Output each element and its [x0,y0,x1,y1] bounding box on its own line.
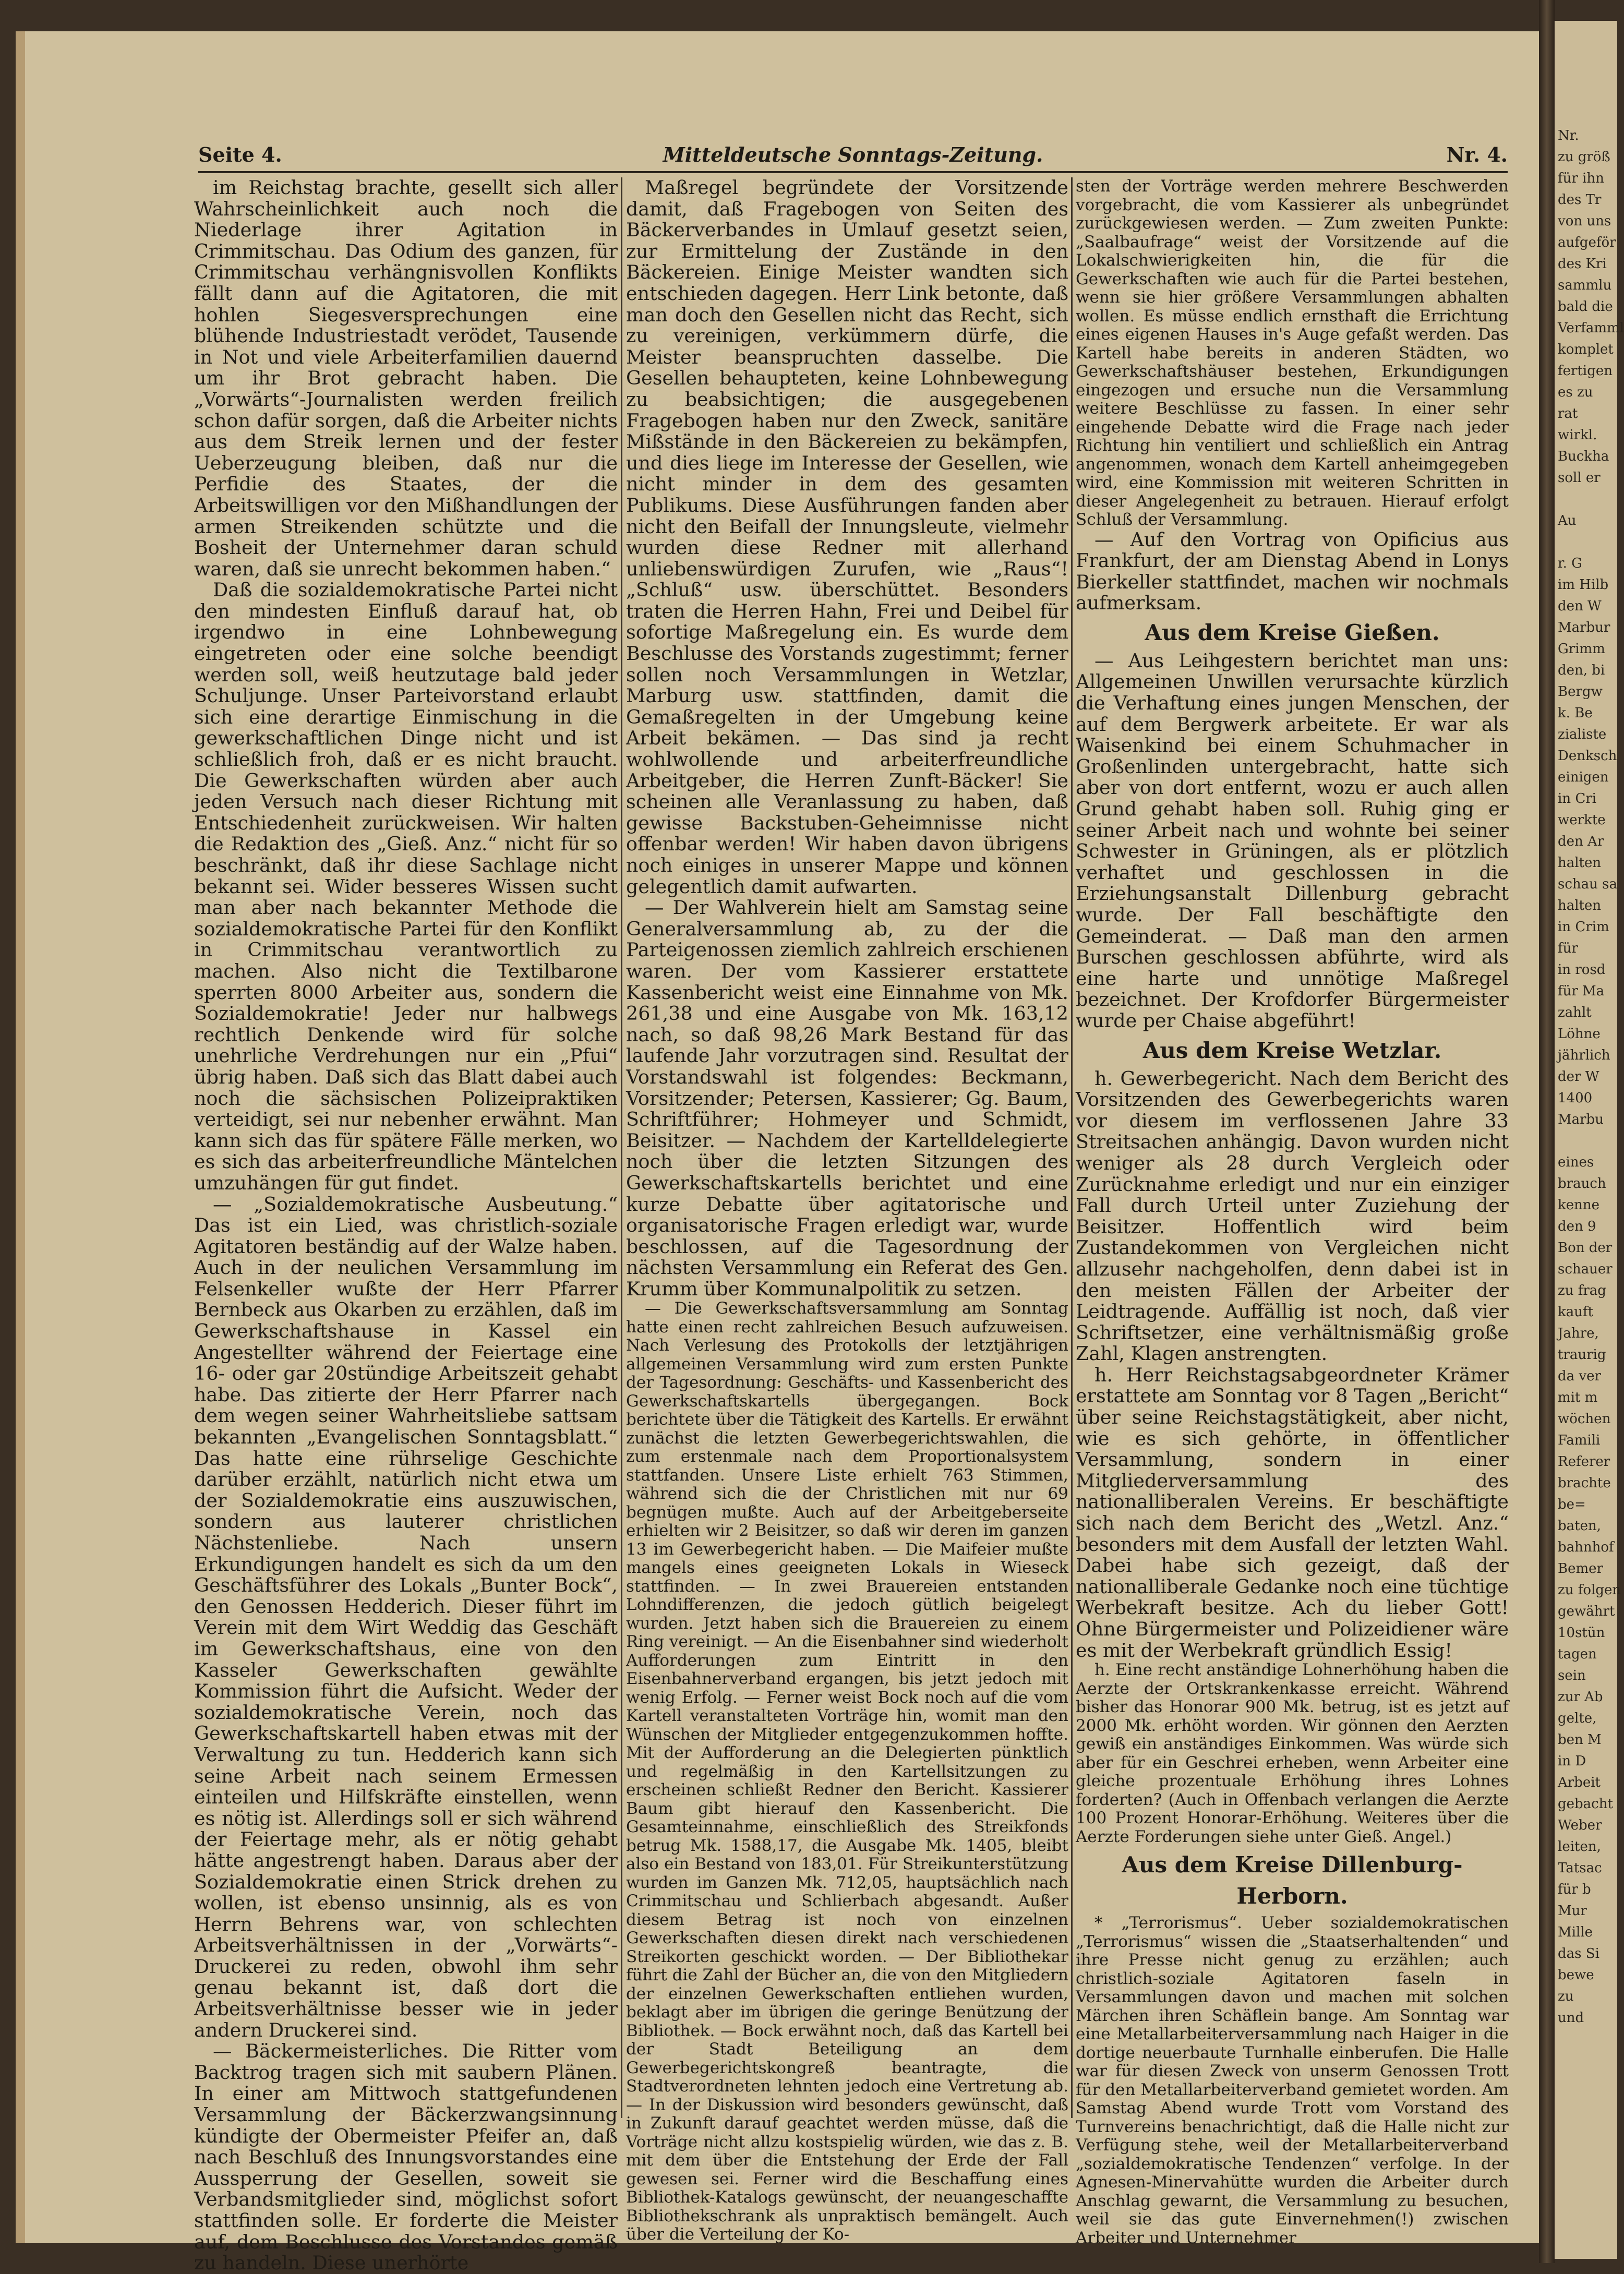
article-paragraph: im Reichstag brachte, gesellt sich aller Wahrscheinlichkeit auch noch die Niederlage ihrer Agitation in Crimmitschau. Das Odium des ganzen, für Crimmitschau verhängnisvollen Konflikts fällt dann auf die Agitatoren, die mit hohlen Siegesversprechungen eine blühende Industriestadt verödet, Tausende in Not und viele Arbeiterfamilien dauernd um ihr Brot gebracht haben. Die „Vorwärts“-Journalisten werden freilich schon dafür sorgen, daß die Arbeiter nichts aus dem Streik lernen und der fester Ueberzeugung bleiben, daß nur die Perfidie des Staates, der die Arbeitswilligen vor den Mißhandlungen der armen Streikenden schützte und die Bosheit der Unternehmer daran schuld waren, daß sie unrecht bekommen haben.“ [194,176,618,580]
article-paragraph: — Auf den Vortrag von Opificius aus Frankfurt, der am Dienstag Abend in Lonys Bierkeller stattfindet, machen wir nochmals aufmerksam. [1076,528,1509,615]
section-heading: Aus dem Kreise Dillenburg-Herborn. [1122,1852,1463,1909]
article-paragraph: sten der Vorträge werden mehrere Beschwerden vorgebracht, die vom Kassierer als unbegründet zurückgewiesen werden. — Zum zweiten Punkte: „Saalbaufrage“ weist der Vorsitzende auf die Lokalschwierigkeiten hin, die für die Gewerkschaften wie auch für die Partei bestehen, wenn sie hier größere Versammlungen abhalten wollen. Es müsse endlich ernsthaft die Errichtung eines eigenen Hauses in's Auge gefaßt werden. Das Kartell habe bereits in anderen Städten, wo Gewerkschaftshäuser bestehen, Erkundigungen eingezogen und ersuche nun die Versammlung weitere Beschlüsse zu fassen. In einer sehr eingehende Debatte wird die Frage nach jeder Richtung hin ventiliert und schließlich ein Antrag angenommen, wonach dem Kartell anheimgegeben wird, eine Kommission mit weiteren Schritten in dieser Angelegenheit zu betrauen. Hierauf erfolgt Schluß der Versammlung. [1076,177,1509,529]
book-spine [1539,0,1555,2263]
article-paragraph: h. Eine recht anständige Lohnerhöhung haben die Aerzte der Ortskrankenkasse erreicht. Während bisher das Honorar 900 Mk. betrug, ist es jetzt auf 2000 Mk. erhöht worden. Wir gönnen den Aerzten gewiß ein anständiges Einkommen. Was würde sich aber für ein Geschrei erheben, wenn Arbeiter eine gleiche prozentuale Erhöhung ihres Lohnes forderten? (Auch in Offenbach verlangen die Aerzte 100 Prozent Honorar-Erhöhung. Weiteres über die Aerzte Forderungen siehe unter Gieß. Angel.) [1076,1661,1509,1846]
article-paragraph: — „Sozialdemokratische Ausbeutung.“ Das ist ein Lied, was christlich-soziale Agitatoren beständig auf der Walze haben. Auch in der neulichen Versammlung im Felsenkeller wußte der Herr Pfarrer Bernbeck aus Okarben zu erzählen, daß im Gewerkschaftshause in Kassel ein Angestellter während der Feiertage eine 16- oder gar 20stündige Arbeitszeit gehabt habe. Das zitierte der Herr Pfarrer nach dem wegen seiner Wahrheitsliebe sattsam bekannten „Evangelischen Sonntagsblatt.“ Das hatte eine rührselige Geschichte darüber erzählt, natürlich nicht etwa um der Sozialdemokratie eins auszuwischen, sondern aus lauterer christlichen Nächstenliebe. Nach unsern Erkundigungen handelt es sich da um den Geschäftsführer des Lokals „Bunter Bock“, den Genossen Hedderich. Dieser führt im Verein mit dem Wirt Weddig das Geschäft im Gewerkschaftshaus, eine von den Kasseler Gewerkschaften gewählte Kommission führt die Aufsicht. Weder der sozialdemokratische Verein, noch das Gewerkschaftskartell haben etwas mit der Verwaltung zu tun. Hedderich kann sich seine Arbeit nach seinem Ermessen einteilen und Hilfskräfte einstellen, wenn es nötig ist. Allerdings soll er sich während der Feiertage mehr, als er nötig gehabt hätte angestrengt haben. Daraus aber der Sozialdemokratie einen Strick drehen zu wollen, ist ebenso unsinnig, als es von Herrn Behrens war, von schlechten Arbeitsverhältnissen in der „Vorwärts“-Druckerei zu reden, obwohl ihm sehr genau bekannt ist, daß dort die Arbeitsverhältnisse besser wie in jeder andern Druckerei sind. [194,1193,618,2041]
article-paragraph: Daß die sozialdemokratische Partei nicht den mindesten Einfluß darauf hat, ob irgendwo in eine Lohnbewegung eingetreten oder eine solche beendigt werden soll, weiß heutzutage bald jeder Schuljunge. Unser Parteivorstand erlaubt sich eine derartige Einmischung in die gewerkschaftlichen Dinge nicht und ist schließlich froh, daß er es nicht braucht. Die Gewerkschaften würden aber auch jeden Versuch nach dieser Richtung mit Entschiedenheit zurückweisen. Wir halten die Redaktion des „Gieß. Anz.“ nicht für so beschränkt, daß ihr diese Sachlage nicht bekannt sei. Wider besseres Wissen sucht man aber nach bekannter Methode die sozialdemokratische Partei für den Konflikt in Crimmitschau verantwortlich zu machen. Also nicht die Textilbarone sperrten 8000 Arbeiter aus, sondern die Sozialdemokratie! Jeder nur halbwegs rechtlich Denkende wird für solche unehrliche Verdrehungen nur ein „Pfui“ übrig haben. Daß sich das Blatt dabei auch noch die sächsischen Polizeipraktiken verteidigt, sei nur nebenher erwähnt. Man kann sich das für spätere Fälle merken, wo es sich das arbeiterfreundliche Mäntelchen umzuhängen für gut findet. [194,579,618,1194]
section-heading: Aus dem Kreise Wetzlar. [1142,1037,1442,1063]
column-divider [621,177,622,2118]
article-paragraph: h. Herr Reichstagsabgeordneter Krämer erstattete am Sonntag vor 8 Tagen „Bericht“ über seine Reichstagstätigkeit, aber nicht, wie es sich gehörte, in öffentlicher Versammlung, sondern in einer Mitgliederversammlung des nationalliberalen Vereins. Er beschäftigte sich nach dem Bericht des „Wetzl. Anz.“ besonders mit dem Ausfall der letzten Wahl. Dabei habe sich gezeigt, daß der nationalliberale Gedanke noch eine tüchtige Werbekraft besitze. Ach du lieber Gott! Ohne Bürgermeister und Polizeidiener wäre es mit der Werbekraft gründlich Essig! [1076,1363,1509,1662]
article-paragraph: * „Terrorismus“. Ueber sozialdemokratischen „Terrorismus“ wissen die „Staatserhaltenden“ und ihre Presse nicht genug zu erzählen; auch christlich-soziale Agitatoren faseln in Versammlungen davon und machen mit solchen Märchen ihren Schäflein bange. Am Sonntag war eine Metallarbeiterversammlung nach Haiger in die dortige neuerbaute Turnhalle einberufen. Die Halle war für diesen Zweck von unserm Genossen Trott für den Metallarbeiterverband gemietet worden. Am Samstag Abend wurde Trott vom Vorstand des Turnvereins benachrichtigt, daß die Halle nicht zur Verfügung stehe, weil der Metallarbeiterverband „sozialdemokratische Tendenzen“ verfolge. In der Agnesen-Minervahütte wurden die Arbeiter durch Anschlag gewarnt, die Versammlung zu besuchen, weil sie das gute Einvernehmen(!) zwischen Arbeiter und Unternehmer [1076,1914,1509,2247]
column-3 [1076,177,1509,2247]
adjacent-page-text: Nr. zu größ für ihn des Tr von uns aufgeför des Kri sammlu bald die Verfamml komplet fertigen es zu rat wirkl. Buckha soll er Au r. G im Hilb den W Marbur Grimm den, bi Bergw k. Be zialiste Denksch einigen in Cri werkte den Ar halten schau sa halten in Crim für in rosd für Ma zahlt Löhne jährlich der W 1400 Marbu eines brauch kenne den 9 Bon der schauer zu frag kauft Jahre, traurig da ver mit m wöchen Famili Referer brachte be= baten, bahnhof Bemer zu folgen gewährt 10stün tagen sein zur Ab gelte, ben M in D Arbeit gebacht Weber leiten, Tatsac für b Mur Mille das Si bewe zu und [1558,128,1624,2026]
adjacent-page-fragment [1555,21,1624,2259]
newspaper-title: Mitteldeutsche Sonntags-Zeitung. [663,143,1043,166]
page-number: Seite 4. [198,143,282,166]
issue-number: Nr. 4. [1446,143,1508,166]
article-paragraph: Maßregel begründete der Vorsitzende damit, daß Fragebogen von Seiten des Bäckerverbandes in Umlauf gesetzt seien, zur Ermittelung der Zustände in den Bäckereien. Einige Meister wandten sich entschieden dagegen. Herr Link betonte, daß man doch den Gesellen nicht das Recht, sich zu vereinigen, verkümmern dürfe, die Meister beanspruchten dasselbe. Die Gesellen behaupteten, keine Lohnbewegung zu beabsichtigen; die ausgegebenen Fragebogen haben nur den Zweck, sanitäre Mißstände in den Bäckereien zu bekämpfen, und dies liege im Interesse der Gesellen, wie nicht minder in dem des gesamten Publikums. Diese Ausführungen fanden aber nicht den Beifall der Innungsleute, vielmehr wurden diese Redner mit allerhand unliebenswürdigen Zurufen, wie „Raus“! „Schluß“ usw. überschüttet. Besonders traten die Herren Hahn, Frei und Deibel für sofortige Maßregelung ein. Es wurde dem Beschlusse des Vorstands zugestimmt; ferner sollen noch Versammlungen in Wetzlar, Marburg usw. stattfinden, damit die Gemaßregelten in der Umgebung keine Arbeit bekämen. — Das sind ja recht wohlwollende und arbeiterfreundliche Arbeitgeber, die Herren Zunft-Bäcker! Sie scheinen alle Veranlassung zu haben, daß gewisse Backstuben-Geheimnisse nicht offenbar werden! Wir haben davon übrigens noch einiges in unserer Mappe und können gelegentlich damit aufwarten. [626,176,1068,898]
column-2 [626,176,1068,2244]
column-1 [194,176,618,2274]
article-paragraph: h. Gewerbegericht. Nach dem Bericht des Vorsitzenden des Gewerbegerichts waren vor diesem im verflossenen Jahre 33 Streitsachen anhängig. Davon wurden nicht weniger als 28 durch Vergleich oder Zurücknahme erledigt und nur ein einziger Fall durch Urteil unter Zuziehung der Beisitzer. Hoffentlich wird beim Zustandekommen von Vergleichen nicht allzusehr nachgeholfen, denn dabei ist in den meisten Fällen der Arbeiter der Leidtragende. Auffällig ist noch, daß vier Schriftsetzer, eine verhältnismäßig große Zahl, Klagen anstrengten. [1076,1067,1509,1365]
article-paragraph: — Bäckermeisterliches. Die Ritter vom Backtrog tragen sich mit saubern Plänen. In einer am Mittwoch stattgefundenen Versammlung der Bäckerzwangsinnung kündigte der Obermeister Pfeifer an, daß nach Beschluß des Innungsvorstandes eine Aussperrung der Gesellen, soweit sie Verbandsmitglieder sind, möglichst sofort stattfinden solle. Er forderte die Meister auf, dem Beschlusse des Vorstandes gemäß zu handeln. Diese unerhörte [194,2040,618,2274]
article-paragraph: — Aus Leihgestern berichtet man uns: Allgemeinen Unwillen verursachte kürzlich die Verhaftung eines jungen Menschen, der auf dem Bergwerk arbeitete. Er war als Waisenkind bei einem Schuhmacher in Großenlinden untergebracht, hatte sich aber von dort entfernt, wozu er auch allen Grund gehabt haben soll. Ruhig ging er seiner Arbeit nach und wohnte bei seiner Schwester in Grüningen, als er plötzlich verhaftet und geschlossen in die Erziehungsanstalt Dillenburg gebracht wurde. Der Fall beschäftigte den Gemeinderat. — Daß man den armen Burschen geschlossen abführte, wird als eine harte und unnötige Maßregel bezeichnet. Der Krofdorfer Bürgermeister wurde per Chaise abgeführt! [1076,649,1509,1032]
article-paragraph: — Die Gewerkschaftsversammlung am Sonntag hatte einen recht zahlreichen Besuch aufzuweisen. Nach Verlesung des Protokolls der letztjährigen allgemeinen Versammlung wird zum ersten Punkte der Tagesordnung: Geschäfts- und Kassenbericht des Gewerkschaftskartells übergegangen. Bock berichtete über die Tätigkeit des Kartells. Er erwähnt zunächst die letzten Gewerbegerichtswahlen, die zum erstenmale nach dem Proportionalsystem stattfanden. Unsere Liste erhielt 763 Stimmen, während sich die der Christlichen mit nur 69 begnügen mußte. Auch auf der Arbeitgeberseite erhielten wir 2 Beisitzer, so daß wir deren im ganzen 13 im Gewerbegericht haben. — Die Maifeier mußte mangels eines geeigneten Lokals in Wieseck stattfinden. — In zwei Brauereien entstanden Lohndifferenzen, die jedoch gütlich beigelegt wurden. Jetzt haben sich die Brauereien zu einem Ring vereinigt. — An die Eisenbahner sind wiederholt Aufforderungen zum Eintritt in den Eisenbahnerverband ergangen, bis jetzt jedoch mit wenig Erfolg. — Ferner weist Bock noch auf die vom Kartell veranstalteten Vorträge hin, womit man den Wünschen der Mitglieder entgegenzukommen hoffte. Mit der Aufforderung an die Delegierten pünktlich und regelmäßig in den Kartellsitzungen zu erscheinen schließt Redner den Bericht. Kassierer Baum gibt hierauf den Kassenbericht. Die Gesamteinnahme, einschließlich des Streikfonds betrug Mk. 1588,17, die Ausgabe Mk. 1405, bleibt also ein Bestand von 183,01. Für Streikunterstützung wurden im Ganzen Mk. 712,05, hauptsächlich nach Crimmitschau und Schlierbach abgesandt. Außer diesem Betrag ist noch von einzelnen Gewerkschaften diesen direkt nach verschiedenen Streikorten geschickt worden. — Der Bibliothekar führt die Zahl der Bücher an, die von den Mitgliedern der einzelnen Gewerkschaften entliehen wurden, beklagt aber im übrigen die geringe Benützung der Bibliothek. — Bock erwähnt noch, daß das Kartell bei der Stadt Beteiligung an dem Gewerbegerichtskongreß beantragte, die Stadtverordneten lehnten jedoch eine Vertretung ab. — In der Diskussion wird besonders gewünscht, daß in Zukunft darauf geachtet werden müsse, daß die Vorträge nicht allzu kostspielig würden, wie das z. B. mit dem über die Entstehung der Erde der Fall gewesen sei. Ferner wird die Beschaffung eines Bibliothek-Katalogs gewünscht, der neuangeschaffte Bibliothekschrank als unpraktisch bemängelt. Auch über die Verteilung der Ko- [626,1299,1068,2244]
article-paragraph: — Der Wahlverein hielt am Samstag seine Generalversammlung ab, zu der die Parteigenossen ziemlich zahlreich erschienen waren. Der vom Kassierer erstattete Kassenbericht weist eine Einnahme von Mk. 261,38 und eine Ausgabe von Mk. 163,12 nach, so daß 98,26 Mark Bestand für das laufende Jahr vorzutragen sind. Resultat der Vorstandswahl ist folgendes: Beckmann, Vorsitzender; Petersen, Kassierer; Gg. Baum, Schriftführer; Hohmeyer und Schmidt, Beisitzer. — Nachdem der Kartelldelegierte noch über die letzten Sitzungen des Gewerkschaftskartells berichtet und eine kurze Debatte über agitatorische und organisatorische Fragen erledigt war, wurde beschlossen, auf die Tagesordnung der nächsten Versammlung ein Referat des Gen. Krumm über Kommunalpolitik zu setzen. [626,896,1068,1300]
column-divider [1071,177,1073,2118]
section-heading: Aus dem Kreise Gießen. [1145,619,1440,645]
page-header [198,140,1508,173]
